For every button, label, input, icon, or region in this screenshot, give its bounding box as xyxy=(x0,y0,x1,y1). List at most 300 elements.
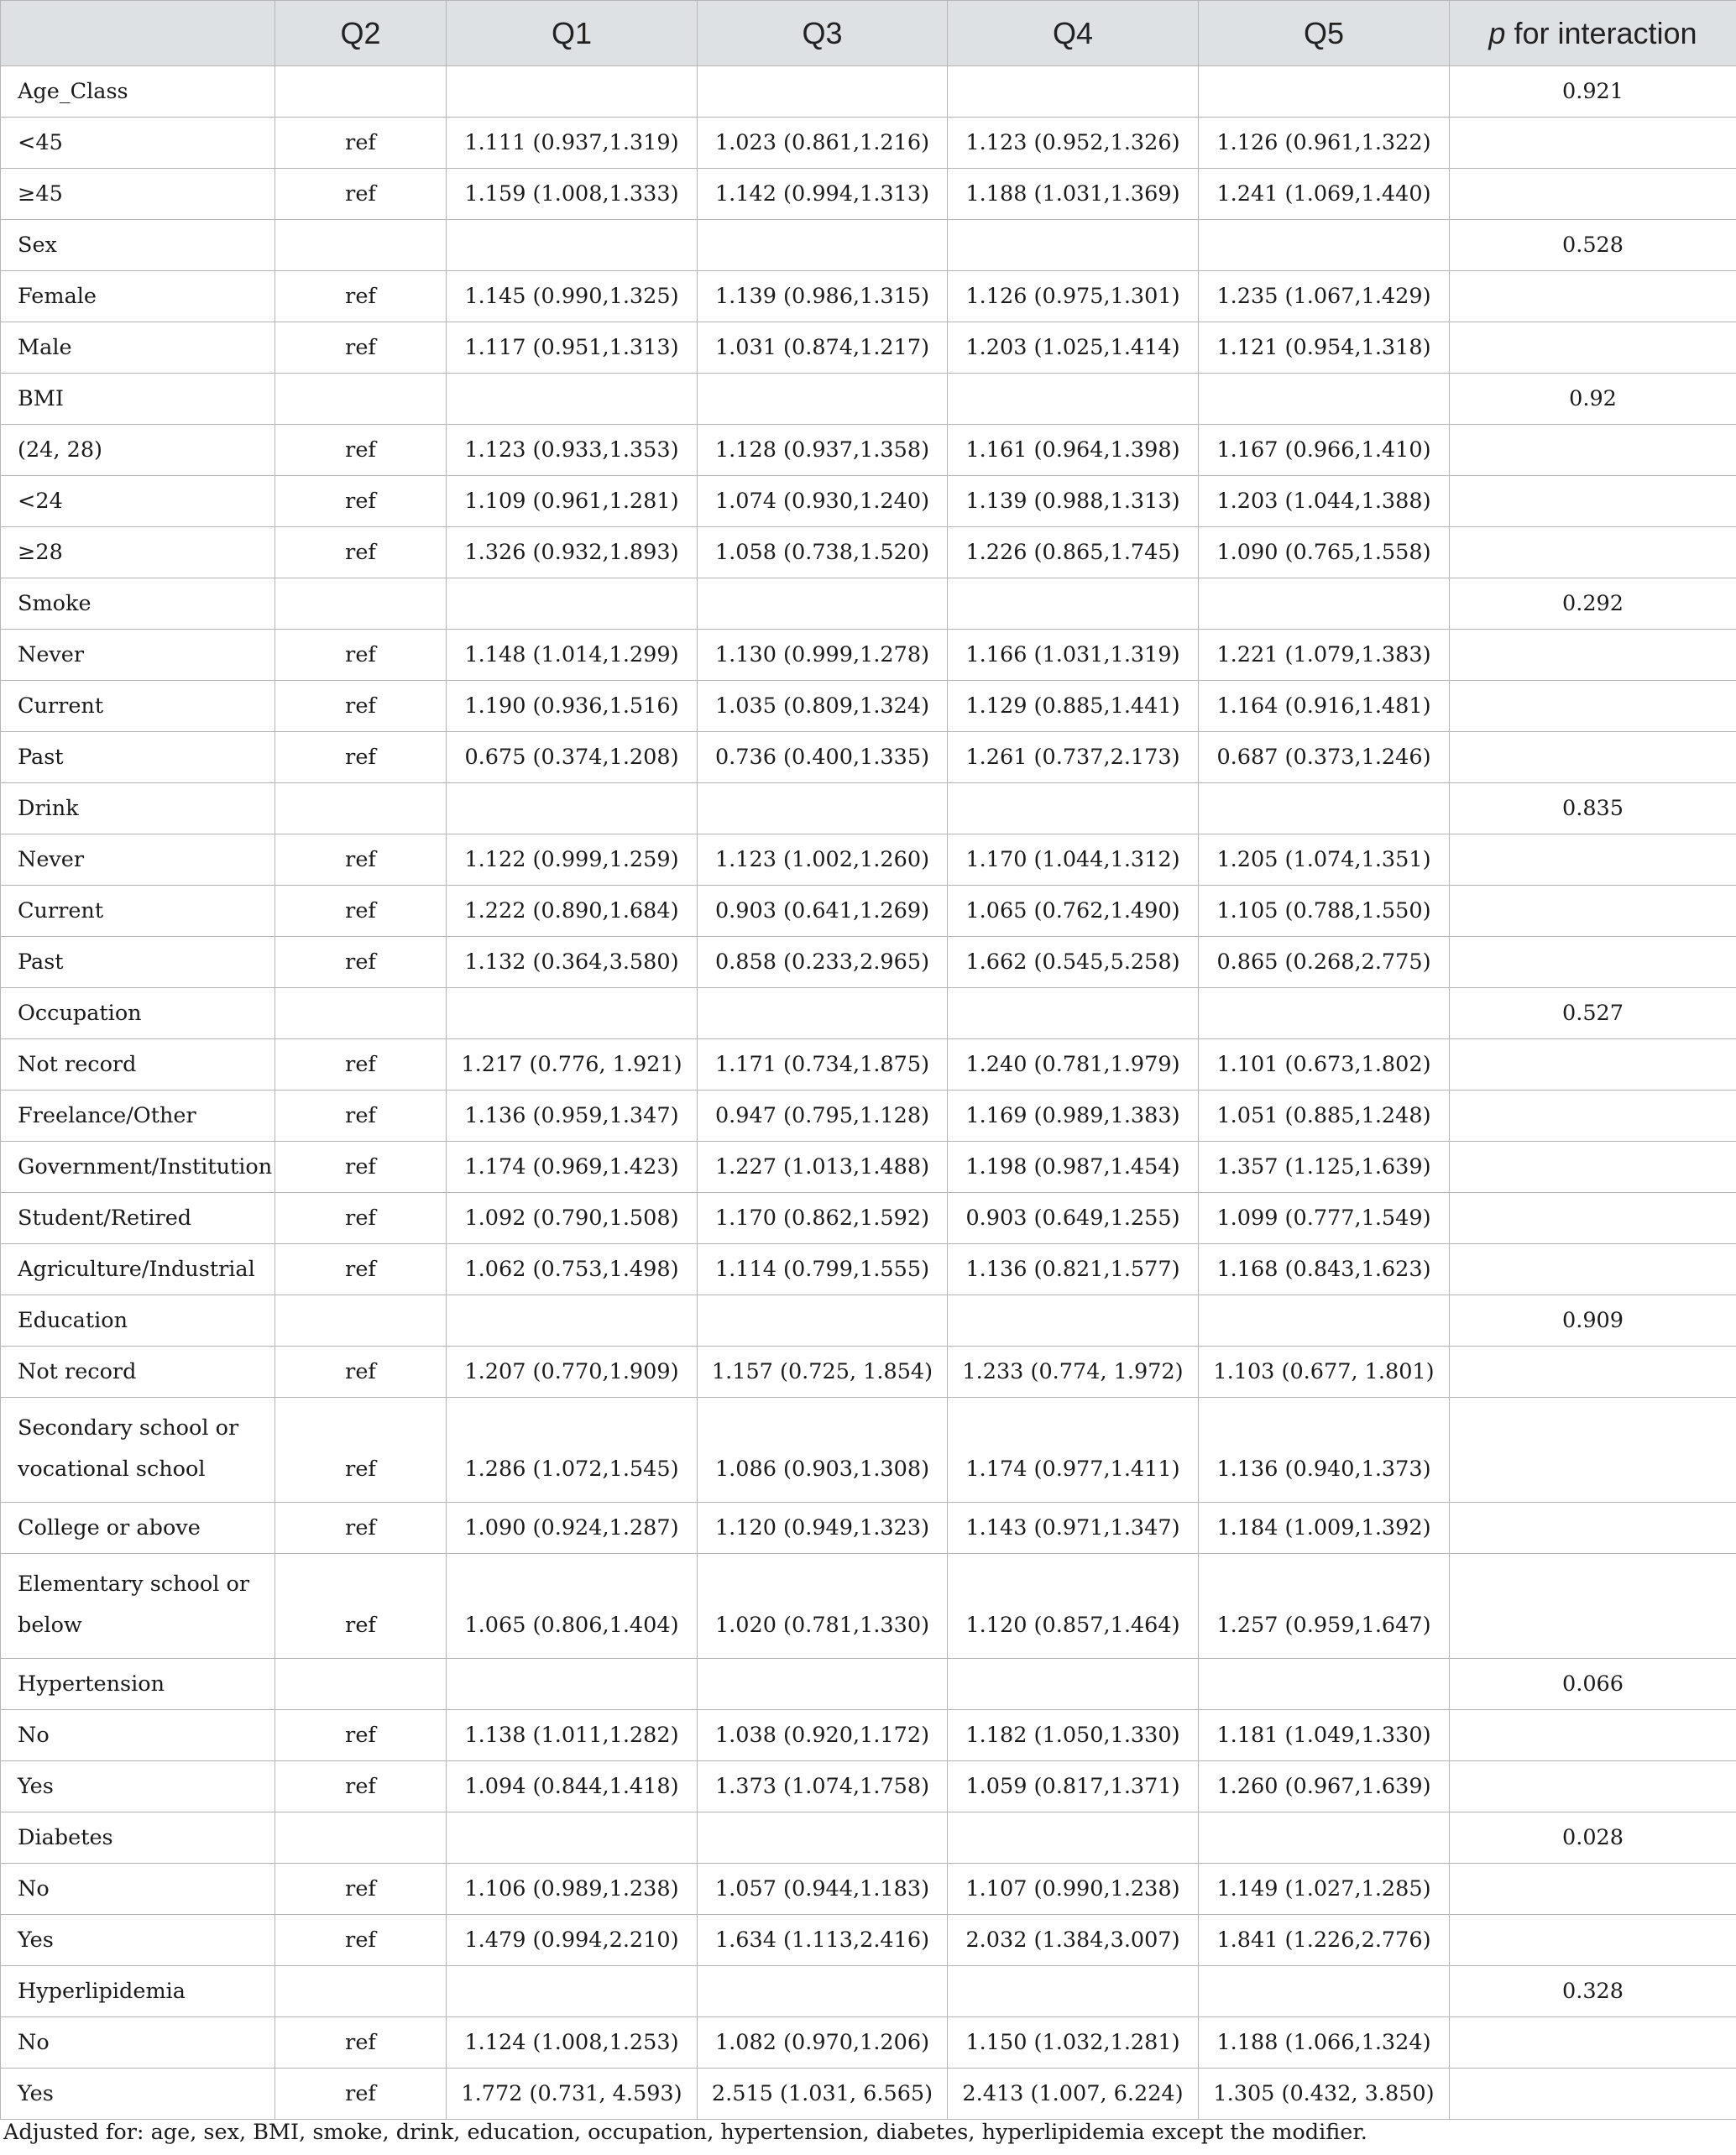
cell-q1: 1.479 (0.994,2.210) xyxy=(447,1915,698,1966)
cell-q1: 1.090 (0.924,1.287) xyxy=(447,1503,698,1554)
table-row xyxy=(1,1347,1736,1398)
cell-q1 xyxy=(447,1812,698,1864)
cell-q4: 1.139 (0.988,1.313) xyxy=(948,476,1199,527)
cell-q3: 1.031 (0.874,1.217) xyxy=(698,322,948,374)
cell-q3: 1.373 (1.074,1.758) xyxy=(698,1761,948,1812)
cell-q5: 1.103 (0.677, 1.801) xyxy=(1199,1347,1450,1398)
table-row xyxy=(1,1554,1736,1659)
cell-q3: 1.082 (0.970,1.206) xyxy=(698,2017,948,2069)
cell-q4 xyxy=(948,578,1199,630)
cell-q4 xyxy=(948,1966,1199,2017)
cell-q5: 1.090 (0.765,1.558) xyxy=(1199,527,1450,578)
cell-q2: ref xyxy=(275,732,447,783)
table-row xyxy=(1,425,1736,476)
cell-q2: ref xyxy=(275,1864,447,1915)
cell-q4: 1.107 (0.990,1.238) xyxy=(948,1864,1199,1915)
cell-q4: 1.233 (0.774, 1.972) xyxy=(948,1347,1199,1398)
cell-q1: 1.132 (0.364,3.580) xyxy=(447,937,698,988)
cell-q5: 1.841 (1.226,2.776) xyxy=(1199,1915,1450,1966)
cell-q2: ref xyxy=(275,1039,447,1091)
cell-q4 xyxy=(948,988,1199,1039)
cell-q2: ref xyxy=(275,1244,447,1295)
cell-q5: 1.168 (0.843,1.623) xyxy=(1199,1244,1450,1295)
cell-p: 0.292 xyxy=(1450,578,1736,630)
cell-p xyxy=(1450,834,1736,886)
cell-p xyxy=(1450,118,1736,169)
cell-p: 0.909 xyxy=(1450,1295,1736,1347)
cell-q1 xyxy=(447,783,698,834)
cell-q4 xyxy=(948,374,1199,425)
cell-q4: 1.188 (1.031,1.369) xyxy=(948,169,1199,220)
cell-q4: 1.240 (0.781,1.979) xyxy=(948,1039,1199,1091)
cell-q3: 1.634 (1.113,2.416) xyxy=(698,1915,948,1966)
cell-q5: 1.136 (0.940,1.373) xyxy=(1199,1398,1450,1503)
cell-q5: 1.357 (1.125,1.639) xyxy=(1199,1142,1450,1193)
cell-p: 0.028 xyxy=(1450,1812,1736,1864)
cell-q4: 1.150 (1.032,1.281) xyxy=(948,2017,1199,2069)
cell-q5: 1.167 (0.966,1.410) xyxy=(1199,425,1450,476)
cell-q1 xyxy=(447,220,698,271)
table-row xyxy=(1,1915,1736,1966)
cell-q4: 1.129 (0.885,1.441) xyxy=(948,681,1199,732)
cell-q1: 1.145 (0.990,1.325) xyxy=(447,271,698,322)
table-row xyxy=(1,937,1736,988)
cell-q3: 1.035 (0.809,1.324) xyxy=(698,681,948,732)
cell-p: 0.328 xyxy=(1450,1966,1736,2017)
cell-q2: ref xyxy=(275,937,447,988)
group-row xyxy=(1,66,1736,118)
cell-q2: ref xyxy=(275,1091,447,1142)
cell-q2 xyxy=(275,988,447,1039)
row-label: Yes xyxy=(1,1761,275,1812)
cell-p xyxy=(1450,527,1736,578)
cell-q4: 0.903 (0.649,1.255) xyxy=(948,1193,1199,1244)
cell-q3: 2.515 (1.031, 6.565) xyxy=(698,2069,948,2120)
cell-q1 xyxy=(447,374,698,425)
cell-q2 xyxy=(275,783,447,834)
cell-p xyxy=(1450,2017,1736,2069)
cell-q1: 1.174 (0.969,1.423) xyxy=(447,1142,698,1193)
group-row xyxy=(1,578,1736,630)
row-label: No xyxy=(1,1710,275,1761)
row-label: College or above xyxy=(1,1503,275,1554)
cell-q4: 1.226 (0.865,1.745) xyxy=(948,527,1199,578)
cell-q4: 1.143 (0.971,1.347) xyxy=(948,1503,1199,1554)
cell-p xyxy=(1450,476,1736,527)
cell-q3: 1.170 (0.862,1.592) xyxy=(698,1193,948,1244)
row-label: Freelance/Other xyxy=(1,1091,275,1142)
header-q1: Q1 xyxy=(447,1,698,66)
cell-p xyxy=(1450,1039,1736,1091)
cell-q2: ref xyxy=(275,1142,447,1193)
table-row xyxy=(1,732,1736,783)
cell-q2: ref xyxy=(275,1761,447,1812)
row-label: No xyxy=(1,1864,275,1915)
cell-q4: 1.136 (0.821,1.577) xyxy=(948,1244,1199,1295)
cell-q4: 2.032 (1.384,3.007) xyxy=(948,1915,1199,1966)
cell-q2 xyxy=(275,66,447,118)
header-q4: Q4 xyxy=(948,1,1199,66)
row-label: <45 xyxy=(1,118,275,169)
cell-q5: 1.260 (0.967,1.639) xyxy=(1199,1761,1450,1812)
row-label: Hyperlipidemia xyxy=(1,1966,275,2017)
cell-q5 xyxy=(1199,1295,1450,1347)
cell-p xyxy=(1450,1091,1736,1142)
cell-q3: 1.023 (0.861,1.216) xyxy=(698,118,948,169)
cell-q5 xyxy=(1199,988,1450,1039)
cell-q5: 1.241 (1.069,1.440) xyxy=(1199,169,1450,220)
cell-q4: 1.126 (0.975,1.301) xyxy=(948,271,1199,322)
table-row xyxy=(1,834,1736,886)
cell-q2: ref xyxy=(275,1554,447,1659)
table-row xyxy=(1,476,1736,527)
row-label: No xyxy=(1,2017,275,2069)
cell-q2: ref xyxy=(275,1347,447,1398)
cell-p xyxy=(1450,681,1736,732)
row-label: Male xyxy=(1,322,275,374)
group-row xyxy=(1,1966,1736,2017)
cell-q5: 1.126 (0.961,1.322) xyxy=(1199,118,1450,169)
table-row xyxy=(1,886,1736,937)
row-label: BMI xyxy=(1,374,275,425)
cell-q2: ref xyxy=(275,527,447,578)
cell-q2 xyxy=(275,374,447,425)
row-label: Current xyxy=(1,886,275,937)
cell-q3 xyxy=(698,220,948,271)
cell-q1: 1.326 (0.932,1.893) xyxy=(447,527,698,578)
cell-p xyxy=(1450,1193,1736,1244)
row-label: Occupation xyxy=(1,988,275,1039)
cell-p xyxy=(1450,886,1736,937)
cell-q4 xyxy=(948,1295,1199,1347)
cell-q5 xyxy=(1199,374,1450,425)
cell-q1: 1.062 (0.753,1.498) xyxy=(447,1244,698,1295)
cell-q3: 1.139 (0.986,1.315) xyxy=(698,271,948,322)
cell-p xyxy=(1450,1710,1736,1761)
row-label: Agriculture/Industrial xyxy=(1,1244,275,1295)
cell-p: 0.92 xyxy=(1450,374,1736,425)
row-label: Sex xyxy=(1,220,275,271)
cell-q5: 1.184 (1.009,1.392) xyxy=(1199,1503,1450,1554)
group-row xyxy=(1,783,1736,834)
cell-q4: 1.166 (1.031,1.319) xyxy=(948,630,1199,681)
row-label: ≥45 xyxy=(1,169,275,220)
cell-q2 xyxy=(275,578,447,630)
cell-q5 xyxy=(1199,783,1450,834)
cell-q2: ref xyxy=(275,681,447,732)
cell-q5: 1.105 (0.788,1.550) xyxy=(1199,886,1450,937)
cell-q2: ref xyxy=(275,1710,447,1761)
cell-q1 xyxy=(447,1659,698,1710)
cell-q5: 1.305 (0.432, 3.850) xyxy=(1199,2069,1450,2120)
cell-q1: 1.207 (0.770,1.909) xyxy=(447,1347,698,1398)
row-label-line: vocational school xyxy=(18,1457,206,1482)
row-label: Yes xyxy=(1,2069,275,2120)
cell-q4: 1.203 (1.025,1.414) xyxy=(948,322,1199,374)
cell-q1 xyxy=(447,578,698,630)
cell-q2: ref xyxy=(275,2069,447,2120)
header-p-italic: p xyxy=(1488,15,1506,50)
table-row xyxy=(1,2017,1736,2069)
cell-p xyxy=(1450,1398,1736,1503)
cell-p xyxy=(1450,937,1736,988)
cell-q3: 1.171 (0.734,1.875) xyxy=(698,1039,948,1091)
table-row xyxy=(1,1244,1736,1295)
cell-q1: 1.148 (1.014,1.299) xyxy=(447,630,698,681)
row-label: Age_Class xyxy=(1,66,275,118)
row-label: ≥28 xyxy=(1,527,275,578)
cell-q5 xyxy=(1199,220,1450,271)
cell-q4: 1.065 (0.762,1.490) xyxy=(948,886,1199,937)
cell-q5 xyxy=(1199,578,1450,630)
cell-q3: 1.120 (0.949,1.323) xyxy=(698,1503,948,1554)
cell-q3: 1.130 (0.999,1.278) xyxy=(698,630,948,681)
cell-q5: 1.221 (1.079,1.383) xyxy=(1199,630,1450,681)
row-label-line: below xyxy=(18,1613,82,1638)
footnote: Adjusted for: age, sex, BMI, smoke, drink, education, occupation, hypertension, diabetes, hyperlipidemia except the modifier. xyxy=(3,2120,1367,2145)
cell-q5: 1.235 (1.067,1.429) xyxy=(1199,271,1450,322)
cell-p xyxy=(1450,425,1736,476)
table-row xyxy=(1,271,1736,322)
cell-q2: ref xyxy=(275,425,447,476)
cell-q1: 1.123 (0.933,1.353) xyxy=(447,425,698,476)
cell-q2: ref xyxy=(275,1503,447,1554)
cell-q5: 1.188 (1.066,1.324) xyxy=(1199,2017,1450,2069)
cell-p xyxy=(1450,1142,1736,1193)
cell-q3 xyxy=(698,578,948,630)
cell-q2: ref xyxy=(275,322,447,374)
cell-q3: 0.947 (0.795,1.128) xyxy=(698,1091,948,1142)
cell-q4: 1.169 (0.989,1.383) xyxy=(948,1091,1199,1142)
cell-q4: 1.662 (0.545,5.258) xyxy=(948,937,1199,988)
table-row xyxy=(1,169,1736,220)
cell-q3: 1.157 (0.725, 1.854) xyxy=(698,1347,948,1398)
cell-q1: 0.675 (0.374,1.208) xyxy=(447,732,698,783)
row-label-line: Elementary school or xyxy=(18,1572,250,1597)
header-p-interaction xyxy=(1450,1,1736,66)
cell-q2: ref xyxy=(275,118,447,169)
cell-q1 xyxy=(447,1295,698,1347)
cell-q4: 1.261 (0.737,2.173) xyxy=(948,732,1199,783)
cell-p xyxy=(1450,1244,1736,1295)
row-label: Government/Institution xyxy=(1,1142,275,1193)
row-label: Never xyxy=(1,834,275,886)
cell-q1 xyxy=(447,66,698,118)
cell-q3 xyxy=(698,66,948,118)
table-row xyxy=(1,1193,1736,1244)
row-label: Never xyxy=(1,630,275,681)
cell-q5 xyxy=(1199,66,1450,118)
cell-p: 0.835 xyxy=(1450,783,1736,834)
cell-q2 xyxy=(275,1812,447,1864)
row-label: Education xyxy=(1,1295,275,1347)
cell-q3: 1.058 (0.738,1.520) xyxy=(698,527,948,578)
cell-p xyxy=(1450,1347,1736,1398)
cell-p: 0.066 xyxy=(1450,1659,1736,1710)
cell-p: 0.921 xyxy=(1450,66,1736,118)
cell-q2: ref xyxy=(275,886,447,937)
cell-q4 xyxy=(948,66,1199,118)
cell-q4 xyxy=(948,1659,1199,1710)
cell-q1: 1.094 (0.844,1.418) xyxy=(447,1761,698,1812)
row-label: Past xyxy=(1,732,275,783)
cell-p xyxy=(1450,1915,1736,1966)
cell-q1: 1.190 (0.936,1.516) xyxy=(447,681,698,732)
cell-p: 0.528 xyxy=(1450,220,1736,271)
cell-q3: 0.736 (0.400,1.335) xyxy=(698,732,948,783)
cell-q1: 1.136 (0.959,1.347) xyxy=(447,1091,698,1142)
table-row xyxy=(1,1710,1736,1761)
cell-q3: 1.038 (0.920,1.172) xyxy=(698,1710,948,1761)
cell-q5: 1.203 (1.044,1.388) xyxy=(1199,476,1450,527)
cell-q1: 1.217 (0.776, 1.921) xyxy=(447,1039,698,1091)
cell-q1 xyxy=(447,1966,698,2017)
cell-q2: ref xyxy=(275,1398,447,1503)
cell-q4: 1.170 (1.044,1.312) xyxy=(948,834,1199,886)
cell-q2 xyxy=(275,1966,447,2017)
cell-q3: 1.086 (0.903,1.308) xyxy=(698,1398,948,1503)
row-label xyxy=(1,1554,275,1659)
cell-q1 xyxy=(447,988,698,1039)
cell-q4: 2.413 (1.007, 6.224) xyxy=(948,2069,1199,2120)
cell-q5: 1.121 (0.954,1.318) xyxy=(1199,322,1450,374)
cell-q1: 1.111 (0.937,1.319) xyxy=(447,118,698,169)
row-label: Hypertension xyxy=(1,1659,275,1710)
cell-q2: ref xyxy=(275,1193,447,1244)
cell-q4: 1.059 (0.817,1.371) xyxy=(948,1761,1199,1812)
cell-q3: 1.123 (1.002,1.260) xyxy=(698,834,948,886)
cell-q1: 1.122 (0.999,1.259) xyxy=(447,834,698,886)
cell-q4: 1.198 (0.987,1.454) xyxy=(948,1142,1199,1193)
cell-p xyxy=(1450,1503,1736,1554)
cell-q1: 1.222 (0.890,1.684) xyxy=(447,886,698,937)
cell-p xyxy=(1450,2069,1736,2120)
cell-q1: 1.124 (1.008,1.253) xyxy=(447,2017,698,2069)
row-label xyxy=(1,1398,275,1503)
header-p-rest: for interaction xyxy=(1505,15,1697,50)
cell-q1: 1.159 (1.008,1.333) xyxy=(447,169,698,220)
cell-q5: 1.149 (1.027,1.285) xyxy=(1199,1864,1450,1915)
cell-q5: 1.164 (0.916,1.481) xyxy=(1199,681,1450,732)
cell-q5: 1.257 (0.959,1.647) xyxy=(1199,1554,1450,1659)
cell-q2 xyxy=(275,220,447,271)
cell-q5: 1.051 (0.885,1.248) xyxy=(1199,1091,1450,1142)
cell-q1: 1.117 (0.951,1.313) xyxy=(447,322,698,374)
row-label: Yes xyxy=(1,1915,275,1966)
cell-p xyxy=(1450,322,1736,374)
header-q2: Q2 xyxy=(275,1,447,66)
cell-q2 xyxy=(275,1295,447,1347)
group-row xyxy=(1,1295,1736,1347)
table-row xyxy=(1,1761,1736,1812)
cell-q5: 1.205 (1.074,1.351) xyxy=(1199,834,1450,886)
cell-q1: 1.138 (1.011,1.282) xyxy=(447,1710,698,1761)
cell-q3: 0.903 (0.641,1.269) xyxy=(698,886,948,937)
cell-q4: 1.174 (0.977,1.411) xyxy=(948,1398,1199,1503)
header-row xyxy=(1,1,1736,66)
table-row xyxy=(1,118,1736,169)
cell-q3 xyxy=(698,1295,948,1347)
row-label: Not record xyxy=(1,1039,275,1091)
cell-p xyxy=(1450,1761,1736,1812)
table-row xyxy=(1,630,1736,681)
cell-q4 xyxy=(948,783,1199,834)
cell-p xyxy=(1450,271,1736,322)
cell-q2: ref xyxy=(275,2017,447,2069)
cell-q1: 1.065 (0.806,1.404) xyxy=(447,1554,698,1659)
group-row xyxy=(1,374,1736,425)
row-label: Diabetes xyxy=(1,1812,275,1864)
cell-q2 xyxy=(275,1659,447,1710)
cell-q3: 1.020 (0.781,1.330) xyxy=(698,1554,948,1659)
header-q3: Q3 xyxy=(698,1,948,66)
cell-q5 xyxy=(1199,1966,1450,2017)
table-row xyxy=(1,527,1736,578)
cell-p xyxy=(1450,1554,1736,1659)
cell-p: 0.527 xyxy=(1450,988,1736,1039)
row-label-line: Secondary school or xyxy=(18,1415,239,1441)
header-q5: Q5 xyxy=(1199,1,1450,66)
cell-q3 xyxy=(698,1812,948,1864)
cell-q5: 0.865 (0.268,2.775) xyxy=(1199,937,1450,988)
table-row xyxy=(1,681,1736,732)
cell-q1: 1.772 (0.731, 4.593) xyxy=(447,2069,698,2120)
cell-q4 xyxy=(948,220,1199,271)
table-row xyxy=(1,1398,1736,1503)
row-label: Past xyxy=(1,937,275,988)
cell-q3: 1.114 (0.799,1.555) xyxy=(698,1244,948,1295)
cell-q3: 1.128 (0.937,1.358) xyxy=(698,425,948,476)
cell-q3 xyxy=(698,988,948,1039)
cell-q1: 1.092 (0.790,1.508) xyxy=(447,1193,698,1244)
cell-q3: 1.057 (0.944,1.183) xyxy=(698,1864,948,1915)
cell-p xyxy=(1450,169,1736,220)
row-label: Female xyxy=(1,271,275,322)
cell-q4 xyxy=(948,1812,1199,1864)
cell-q1: 1.286 (1.072,1.545) xyxy=(447,1398,698,1503)
cell-q4: 1.120 (0.857,1.464) xyxy=(948,1554,1199,1659)
row-label: Current xyxy=(1,681,275,732)
row-label: (24, 28) xyxy=(1,425,275,476)
cell-q5: 1.099 (0.777,1.549) xyxy=(1199,1193,1450,1244)
group-row xyxy=(1,1812,1736,1864)
cell-q4: 1.123 (0.952,1.326) xyxy=(948,118,1199,169)
row-label: Not record xyxy=(1,1347,275,1398)
cell-q3: 1.227 (1.013,1.488) xyxy=(698,1142,948,1193)
cell-q2: ref xyxy=(275,1915,447,1966)
cell-q5: 1.181 (1.049,1.330) xyxy=(1199,1710,1450,1761)
table-row xyxy=(1,1503,1736,1554)
cell-q3 xyxy=(698,783,948,834)
cell-q5 xyxy=(1199,1659,1450,1710)
table-row xyxy=(1,1091,1736,1142)
table-row xyxy=(1,1142,1736,1193)
cell-q5: 0.687 (0.373,1.246) xyxy=(1199,732,1450,783)
header-col0 xyxy=(1,1,275,66)
table-row xyxy=(1,2069,1736,2120)
cell-q5: 1.101 (0.673,1.802) xyxy=(1199,1039,1450,1091)
cell-q3 xyxy=(698,1659,948,1710)
cell-q3: 0.858 (0.233,2.965) xyxy=(698,937,948,988)
group-row xyxy=(1,1659,1736,1710)
table-row xyxy=(1,1864,1736,1915)
table-row xyxy=(1,322,1736,374)
group-row xyxy=(1,220,1736,271)
row-label: Drink xyxy=(1,783,275,834)
cell-q1: 1.109 (0.961,1.281) xyxy=(447,476,698,527)
row-label: <24 xyxy=(1,476,275,527)
cell-p xyxy=(1450,1864,1736,1915)
